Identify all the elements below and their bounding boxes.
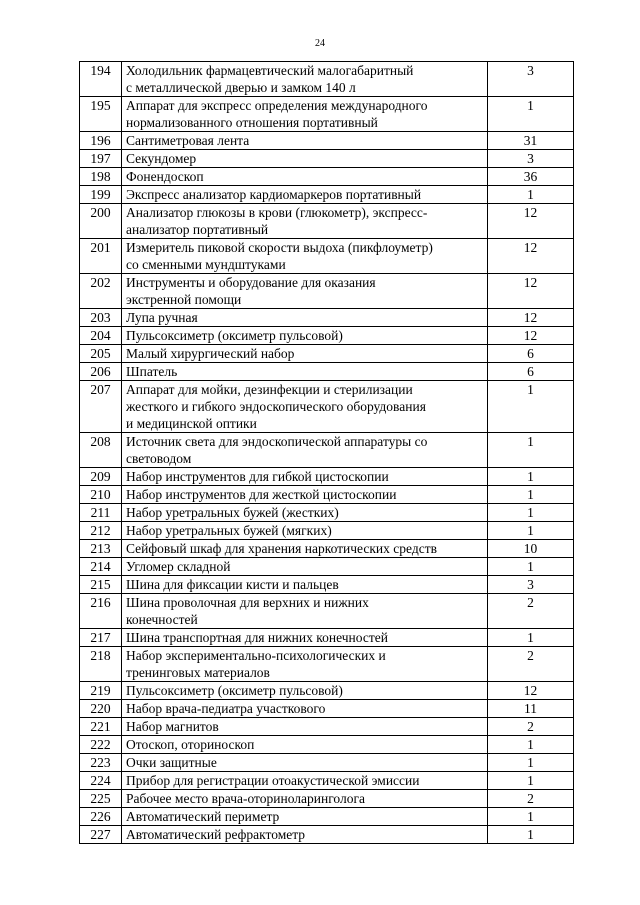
item-name-line: Секундомер <box>126 151 197 166</box>
item-quantity: 31 <box>488 132 574 150</box>
table-row <box>80 718 574 736</box>
item-name-line: Набор инструментов для жесткой цистоскопии <box>126 487 397 502</box>
item-name-line: анализатор портативный <box>126 222 269 237</box>
item-name <box>122 363 488 381</box>
item-quantity: 1 <box>488 486 574 504</box>
item-name <box>122 808 488 826</box>
item-name-line: Лупа ручная <box>126 310 198 325</box>
row-number: 224 <box>80 772 122 790</box>
item-quantity: 12 <box>488 327 574 345</box>
item-name-line: Набор инструментов для гибкой цистоскопии <box>126 469 389 484</box>
row-number: 198 <box>80 168 122 186</box>
item-name <box>122 629 488 647</box>
item-name-line: Измеритель пиковой скорости выдоха (пикфлоуметр) <box>126 240 433 255</box>
table-row <box>80 381 574 433</box>
page-number: 24 <box>315 38 325 49</box>
item-quantity: 11 <box>488 700 574 718</box>
row-number: 201 <box>80 239 122 274</box>
item-name-line: Автоматический периметр <box>126 809 280 824</box>
item-quantity: 1 <box>488 772 574 790</box>
row-number: 200 <box>80 204 122 239</box>
table-row <box>80 772 574 790</box>
item-quantity: 12 <box>488 204 574 239</box>
item-name-line: Набор уретральных бужей (жестких) <box>126 505 339 520</box>
item-name-line: Холодильник фармацевтический малогабаритный <box>126 63 414 78</box>
row-number: 213 <box>80 540 122 558</box>
item-name-line: Набор магнитов <box>126 719 219 734</box>
item-name <box>122 736 488 754</box>
row-number: 207 <box>80 381 122 433</box>
item-name <box>122 647 488 682</box>
row-number: 195 <box>80 97 122 132</box>
item-quantity: 2 <box>488 647 574 682</box>
table-row <box>80 808 574 826</box>
item-name-line: жесткого и гибкого эндоскопического оборудования <box>126 399 426 414</box>
row-number: 219 <box>80 682 122 700</box>
item-quantity: 36 <box>488 168 574 186</box>
item-name <box>122 186 488 204</box>
item-quantity: 1 <box>488 826 574 844</box>
item-quantity: 6 <box>488 363 574 381</box>
table-row <box>80 754 574 772</box>
item-name <box>122 486 488 504</box>
table-row <box>80 132 574 150</box>
item-name-line: Источник света для эндоскопической аппаратуры со <box>126 434 428 449</box>
table-row <box>80 433 574 468</box>
item-name <box>122 718 488 736</box>
item-name-line: тренинговых материалов <box>126 665 270 680</box>
table-row <box>80 558 574 576</box>
item-name-line: Шина транспортная для нижних конечностей <box>126 630 388 645</box>
item-name <box>122 700 488 718</box>
table-body <box>80 62 574 844</box>
row-number: 214 <box>80 558 122 576</box>
row-number: 212 <box>80 522 122 540</box>
item-quantity: 3 <box>488 150 574 168</box>
item-name-line: Набор врача-педиатра участкового <box>126 701 326 716</box>
item-name <box>122 62 488 97</box>
item-name-line: Инструменты и оборудование для оказания <box>126 275 376 290</box>
item-quantity: 10 <box>488 540 574 558</box>
item-name <box>122 204 488 239</box>
item-quantity: 2 <box>488 594 574 629</box>
item-quantity: 3 <box>488 62 574 97</box>
item-name-line: Прибор для регистрации отоакустической эмиссии <box>126 773 420 788</box>
table-row <box>80 736 574 754</box>
item-name <box>122 309 488 327</box>
row-number: 194 <box>80 62 122 97</box>
item-name <box>122 504 488 522</box>
table-row <box>80 647 574 682</box>
item-name-line: Аппарат для мойки, дезинфекции и стерилизации <box>126 382 413 397</box>
item-quantity: 1 <box>488 629 574 647</box>
item-quantity: 2 <box>488 718 574 736</box>
row-number: 218 <box>80 647 122 682</box>
row-number: 206 <box>80 363 122 381</box>
item-name-line: Экспресс анализатор кардиомаркеров портативный <box>126 187 422 202</box>
item-quantity: 12 <box>488 274 574 309</box>
item-name-line: Пульсоксиметр (оксиметр пульсовой) <box>126 683 343 698</box>
item-name <box>122 327 488 345</box>
row-number: 227 <box>80 826 122 844</box>
item-quantity: 12 <box>488 309 574 327</box>
item-name-line: со сменными мундштуками <box>126 257 286 272</box>
table-row <box>80 204 574 239</box>
table-row <box>80 540 574 558</box>
row-number: 196 <box>80 132 122 150</box>
item-name-line: Набор уретральных бужей (мягких) <box>126 523 332 538</box>
item-name-line: Сантиметровая лента <box>126 133 250 148</box>
table-row <box>80 790 574 808</box>
item-name-line: конечностей <box>126 612 198 627</box>
item-name <box>122 97 488 132</box>
row-number: 204 <box>80 327 122 345</box>
item-name <box>122 576 488 594</box>
item-name-line: Автоматический рефрактометр <box>126 827 306 842</box>
table-row <box>80 594 574 629</box>
table-row <box>80 363 574 381</box>
table-row <box>80 345 574 363</box>
table-row <box>80 522 574 540</box>
item-quantity: 1 <box>488 808 574 826</box>
row-number: 221 <box>80 718 122 736</box>
item-name <box>122 540 488 558</box>
row-number: 210 <box>80 486 122 504</box>
row-number: 202 <box>80 274 122 309</box>
item-quantity: 2 <box>488 790 574 808</box>
item-name <box>122 150 488 168</box>
item-name <box>122 522 488 540</box>
item-name <box>122 239 488 274</box>
item-name <box>122 790 488 808</box>
row-number: 215 <box>80 576 122 594</box>
item-name <box>122 594 488 629</box>
item-name-line: и медицинской оптики <box>126 416 257 431</box>
item-quantity: 6 <box>488 345 574 363</box>
item-quantity: 1 <box>488 186 574 204</box>
item-name-line: Отоскоп, оториноскоп <box>126 737 255 752</box>
item-name-line: Аппарат для экспресс определения международного <box>126 98 428 113</box>
item-name-line: Сейфовый шкаф для хранения наркотических средств <box>126 541 437 556</box>
table-row <box>80 504 574 522</box>
row-number: 211 <box>80 504 122 522</box>
row-number: 216 <box>80 594 122 629</box>
item-name-line: Рабочее место врача-оториноларинголога <box>126 791 366 806</box>
item-name-line: Шина проволочная для верхних и нижних <box>126 595 369 610</box>
item-name-line: Анализатор глюкозы в крови (глюкометр), экспресс- <box>126 205 428 220</box>
table-row <box>80 97 574 132</box>
item-quantity: 1 <box>488 504 574 522</box>
item-quantity: 1 <box>488 97 574 132</box>
row-number: 208 <box>80 433 122 468</box>
item-name-line: нормализованного отношения портативный <box>126 115 378 130</box>
item-name <box>122 468 488 486</box>
table-row <box>80 468 574 486</box>
table-row <box>80 826 574 844</box>
item-quantity: 12 <box>488 239 574 274</box>
table-row <box>80 62 574 97</box>
table-row <box>80 576 574 594</box>
item-name <box>122 345 488 363</box>
item-name-line: Фонендоскоп <box>126 169 204 184</box>
item-name-line: световодом <box>126 451 192 466</box>
item-name <box>122 558 488 576</box>
table-row <box>80 682 574 700</box>
item-name <box>122 433 488 468</box>
equipment-table <box>79 61 574 844</box>
item-quantity: 1 <box>488 522 574 540</box>
item-quantity: 1 <box>488 754 574 772</box>
item-quantity: 1 <box>488 433 574 468</box>
row-number: 222 <box>80 736 122 754</box>
table-row <box>80 239 574 274</box>
table-row <box>80 274 574 309</box>
table-row <box>80 150 574 168</box>
item-name-line: Пульсоксиметр (оксиметр пульсовой) <box>126 328 343 343</box>
item-name-line: Шпатель <box>126 364 178 379</box>
table-row <box>80 700 574 718</box>
row-number: 220 <box>80 700 122 718</box>
item-quantity: 1 <box>488 468 574 486</box>
item-name <box>122 826 488 844</box>
item-name-line: Угломер складной <box>126 559 231 574</box>
row-number: 209 <box>80 468 122 486</box>
table-row <box>80 629 574 647</box>
item-name <box>122 132 488 150</box>
row-number: 225 <box>80 790 122 808</box>
item-name-line: Шина для фиксации кисти и пальцев <box>126 577 339 592</box>
table-row <box>80 327 574 345</box>
item-name-line: Очки защитные <box>126 755 217 770</box>
row-number: 205 <box>80 345 122 363</box>
table-row <box>80 186 574 204</box>
item-name-line: с металлической дверью и замком 140 л <box>126 80 356 95</box>
item-quantity: 3 <box>488 576 574 594</box>
item-name <box>122 168 488 186</box>
table-row <box>80 168 574 186</box>
item-name <box>122 381 488 433</box>
item-name-line: экстренной помощи <box>126 292 242 307</box>
table-row <box>80 309 574 327</box>
row-number: 203 <box>80 309 122 327</box>
item-quantity: 1 <box>488 736 574 754</box>
item-quantity: 1 <box>488 558 574 576</box>
row-number: 226 <box>80 808 122 826</box>
item-quantity: 1 <box>488 381 574 433</box>
item-name <box>122 754 488 772</box>
row-number: 223 <box>80 754 122 772</box>
item-name <box>122 772 488 790</box>
item-name-line: Малый хирургический набор <box>126 346 295 361</box>
row-number: 217 <box>80 629 122 647</box>
row-number: 197 <box>80 150 122 168</box>
table-row <box>80 486 574 504</box>
item-name <box>122 274 488 309</box>
row-number: 199 <box>80 186 122 204</box>
item-quantity: 12 <box>488 682 574 700</box>
item-name-line: Набор экспериментально-психологических и <box>126 648 386 663</box>
item-name <box>122 682 488 700</box>
